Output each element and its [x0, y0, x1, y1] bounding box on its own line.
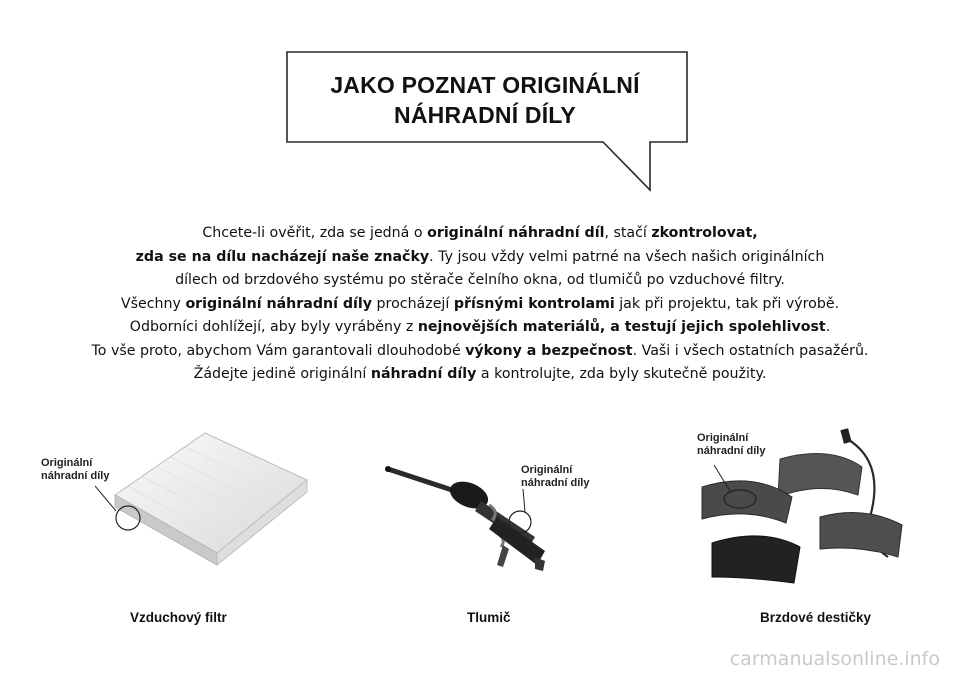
body-text-run: Chcete-li ověřit, zda se jedná o [202, 225, 428, 241]
body-line-2 [40, 246, 920, 270]
body-text-run: . Vaši i všech ostatních pasažérů. [632, 342, 869, 359]
watermark: carmanualsonline.info [729, 648, 940, 670]
body-line-4 [40, 293, 920, 317]
emphasis-text: originální náhradní díly [185, 295, 373, 312]
shock-callout: Originální náhradní díly [521, 464, 590, 489]
body-text-run: Odborníci dohlížejí, aby byly vyráběny z [129, 319, 418, 335]
body-text-run: jak při projektu, tak při výrobě. [614, 295, 840, 312]
air-filter-image [95, 425, 325, 585]
body-line-1 [40, 222, 920, 246]
body-line-5 [40, 316, 920, 340]
emphasis-text: přísnými kontrolami [453, 295, 615, 312]
body-text-run: . Ty jsou vždy velmi patrné na všech našich originálních [429, 248, 825, 265]
emphasis-text: náhradní díly [370, 366, 477, 382]
body-text-run: Žádejte jedině originální [193, 366, 371, 382]
body-line-7 [40, 363, 920, 387]
body-text-run: Všechny [120, 295, 186, 312]
body-line-6 [40, 340, 920, 364]
emphasis-text: výkony a bezpečnost [465, 342, 633, 359]
body-text-run: To vše proto, abychom Vám garantovali dlouhodobé [91, 342, 466, 359]
bubble-title [290, 70, 680, 130]
body-text-run: dílech od brzdového systému po stěrače čelního okna, od tlumičů po vzduchové filtry. [175, 272, 785, 288]
body-text-run: . [825, 319, 831, 335]
emphasis-text: originální náhradní díl [427, 225, 605, 241]
pads-callout: Originální náhradní díly [697, 432, 766, 457]
body-paragraph [40, 222, 920, 387]
filter-callout: Originální náhradní díly [41, 457, 110, 482]
filter-caption: Vzduchový filtr [130, 610, 227, 625]
bubble-title-line1: JAKO POZNAT ORIGINÁLNÍ [330, 72, 640, 98]
body-text-run: a kontrolujte, zda byly skutečně použity. [476, 366, 767, 382]
pads-caption: Brzdové destičky [760, 610, 872, 625]
body-line-3 [40, 269, 920, 293]
emphasis-text: zkontrolovat, [651, 225, 758, 241]
emphasis-text: zda se na dílu nacházejí naše značky [135, 248, 430, 265]
shock-caption: Tlumič [467, 610, 511, 625]
emphasis-text: nejnovějších materiálů, a testují jejich spolehlivost [417, 319, 826, 335]
bubble-title-line2: NÁHRADNÍ DÍLY [394, 102, 576, 128]
body-text-run: procházejí [372, 295, 454, 312]
body-text-run: , stačí [604, 225, 652, 241]
